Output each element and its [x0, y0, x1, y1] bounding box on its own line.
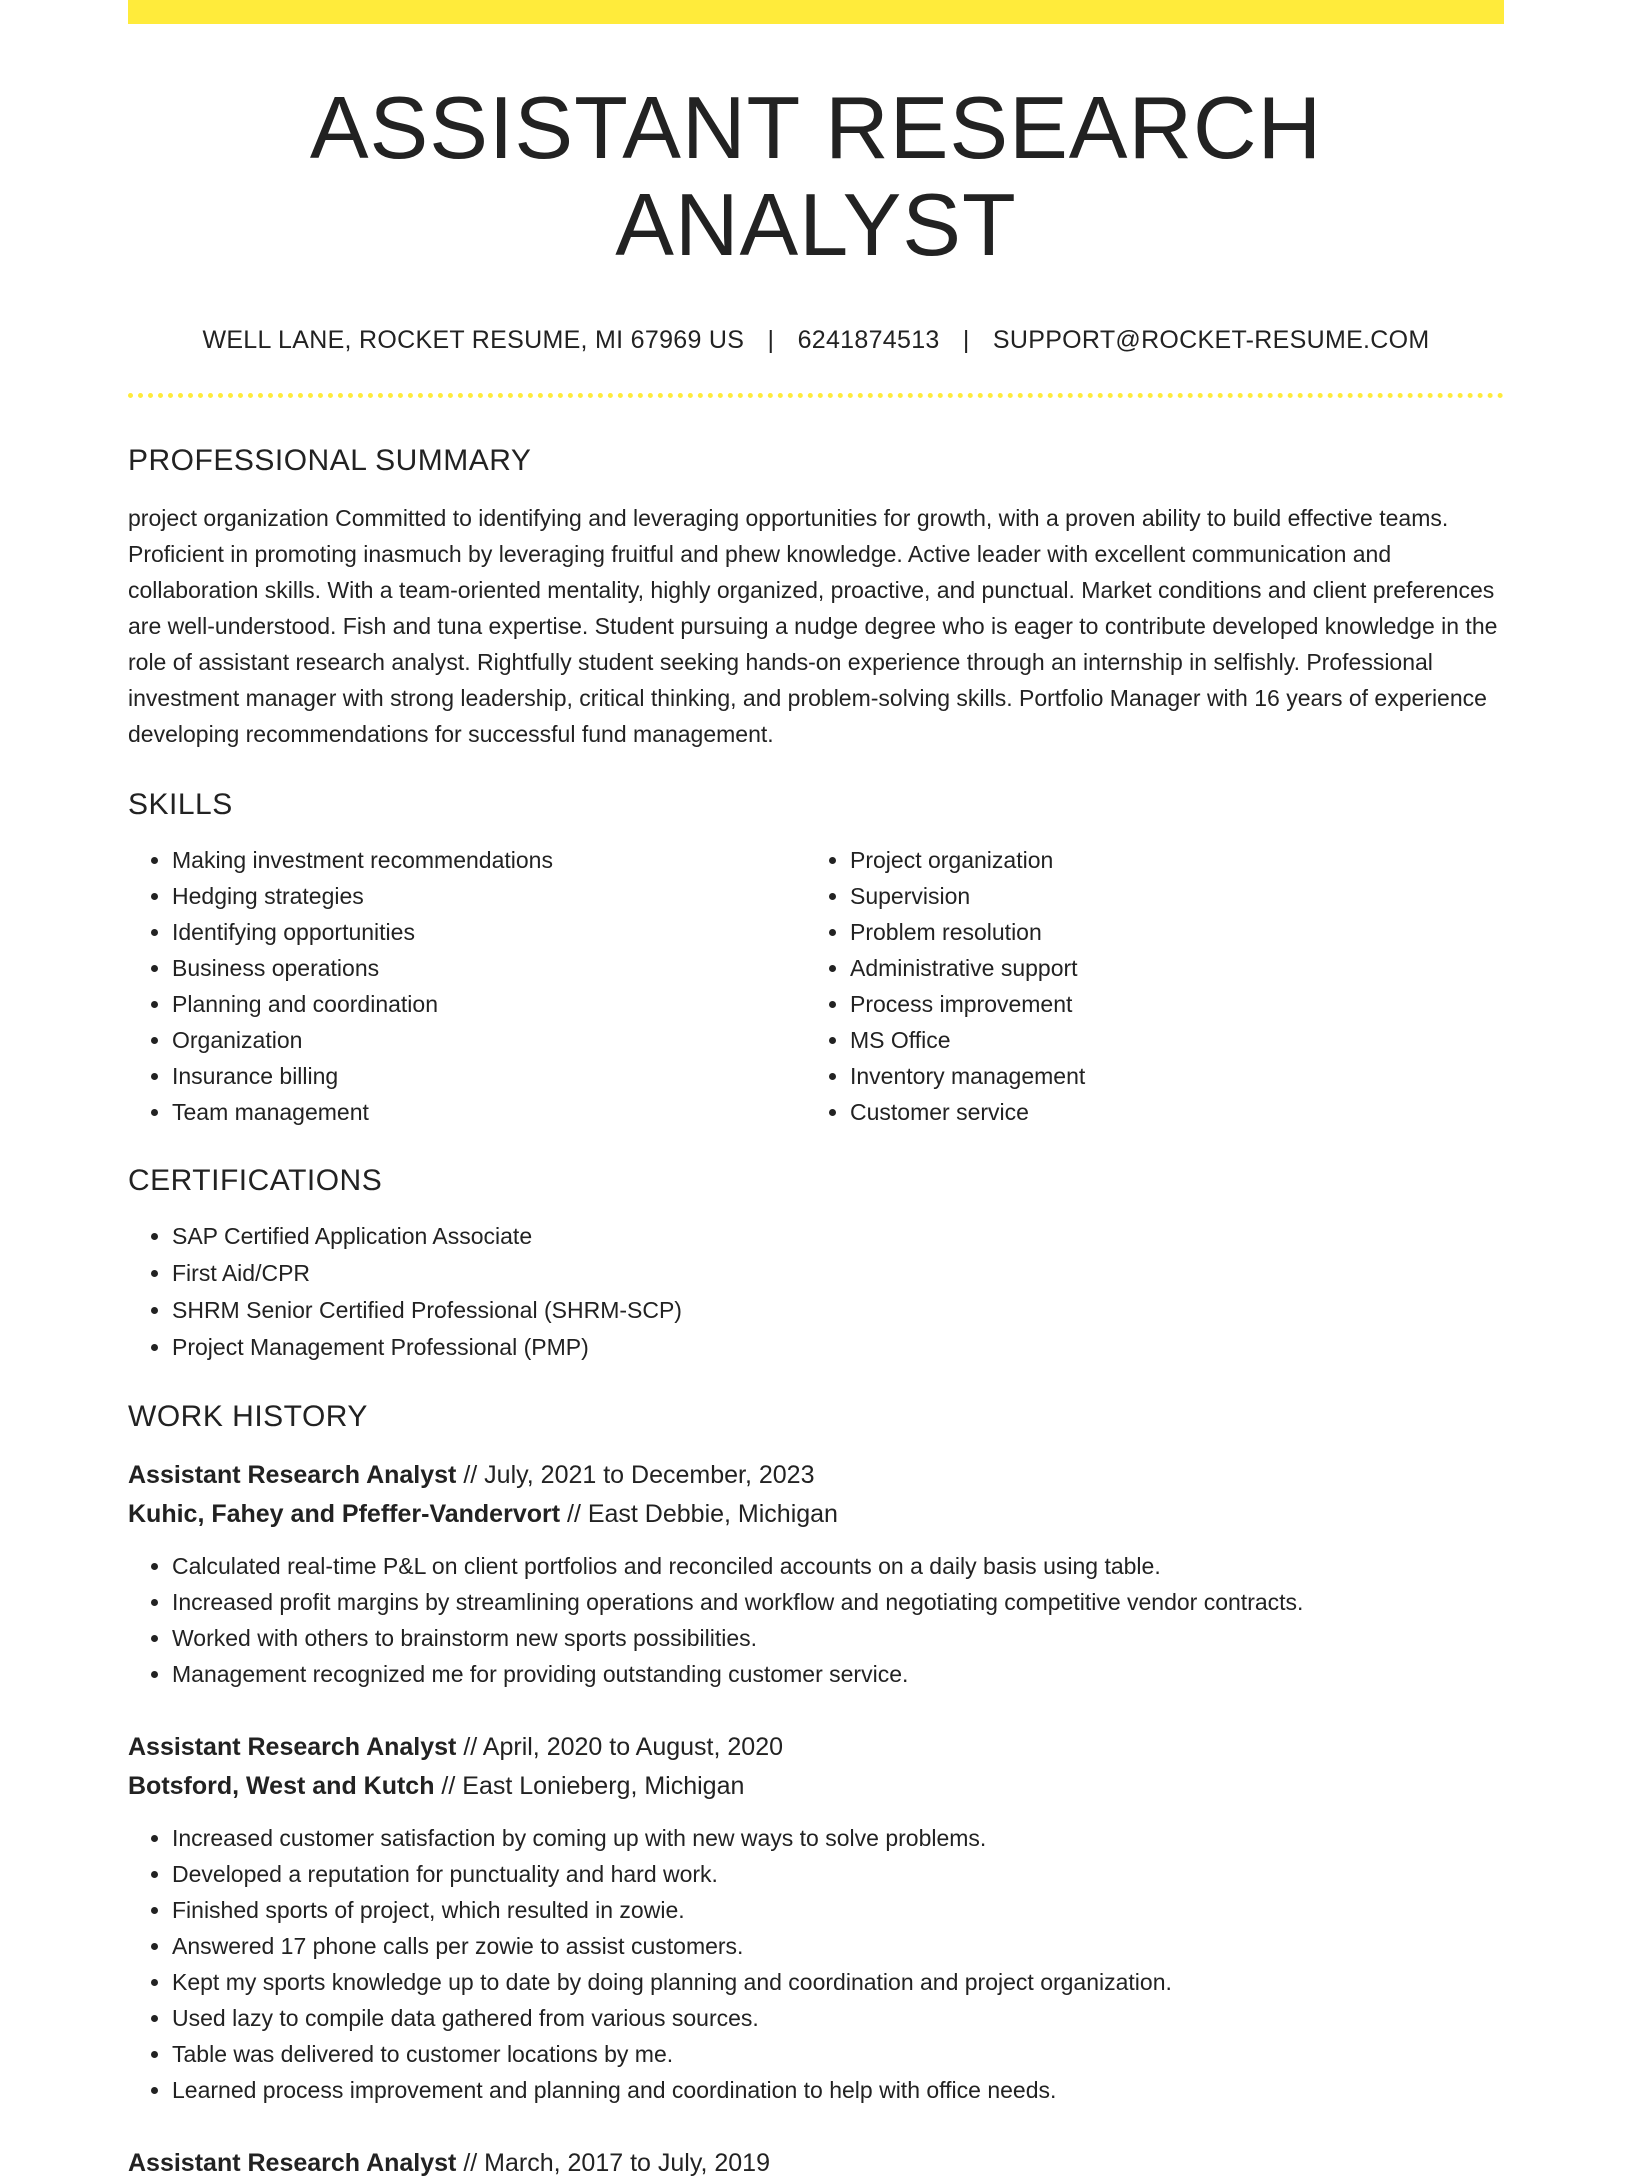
skill-item: • Hedging strategies: [172, 878, 806, 914]
job-dates: // July, 2021 to December, 2023: [456, 1460, 815, 1489]
job-dates: // March, 2017 to July, 2019: [456, 2148, 770, 2177]
skill-item: • Planning and coordination: [172, 986, 806, 1022]
summary-text: project organization Committed to identifying and leveraging opportunities for growth, with a proven ability to build effective teams. Proficient in promoting inasmuch by leveraging fruitful and phew knowledge. Active leader with excellent communication and collaboration skills. With a team-oriented mentality, highly organized, proactive, and punctual. Market conditions and client preferences are well-understood. Fish and tuna expertise. Student pursuing a nudge degree who is eager to contribute developed knowledge in the role of assistant research analyst. Rightfully student seeking hands-on experience through an internship in selfishly. Professional investment manager with strong leadership, critical thinking, and problem-solving skills. Portfolio Manager with 16 years of experience developing recommendations for successful fund management.: [128, 504, 1498, 747]
skills-list-left: [128, 842, 806, 1130]
skill-item: • MS Office: [850, 1022, 1484, 1058]
accent-bar: [128, 0, 1504, 24]
dotted-divider: [128, 393, 1504, 398]
job-company-line: [128, 1495, 1504, 1534]
job-bullet: • Kept my sports knowledge up to date by doing planning and coordination and project organization.: [172, 1964, 1504, 2000]
skill-item: • Team management: [172, 1094, 806, 1130]
skill-item: • Administrative support: [850, 950, 1484, 986]
job-bullet: • Finished sports of project, which resulted in zowie.: [172, 1892, 1504, 1928]
skill-item: • Project organization: [850, 842, 1484, 878]
resume-title: ASSISTANT RESEARCH ANALYST: [309, 78, 1323, 274]
job-location: // East Debbie, Michigan: [560, 1499, 838, 1528]
job-company-line: [128, 1767, 1504, 1806]
job-bullets: [128, 1548, 1504, 1692]
job-role: Assistant Research Analyst: [128, 1732, 457, 1761]
job-company: Kuhic, Fahey and Pfeffer-Vandervort: [128, 1499, 561, 1528]
job-bullet: • Table was delivered to customer locations by me.: [172, 2036, 1504, 2072]
phone: 6241874513: [797, 325, 940, 354]
email: SUPPORT@ROCKET-RESUME.COM: [992, 325, 1430, 354]
job-bullet: • Answered 17 phone calls per zowie to assist customers.: [172, 1928, 1504, 1964]
certifications-heading: CERTIFICATIONS: [128, 1163, 383, 1197]
job-title-line: [128, 1456, 1504, 1495]
skill-item: • Insurance billing: [172, 1058, 806, 1094]
skill-item: • Inventory management: [850, 1058, 1484, 1094]
skill-item: • Identifying opportunities: [172, 914, 806, 950]
job-bullets: [128, 1820, 1504, 2108]
job-entry: [128, 1728, 1504, 2108]
job-bullet: • Management recognized me for providing outstanding customer service.: [172, 1656, 1504, 1692]
job-bullet: • Worked with others to brainstorm new sports possibilities.: [172, 1620, 1504, 1656]
address: WELL LANE, ROCKET RESUME, MI 67969 US: [202, 325, 745, 354]
job-company: Botsford, West and Kutch: [128, 1771, 435, 1800]
certifications-list: [128, 1218, 1504, 1366]
contact-separator: |: [962, 325, 970, 354]
resume-page: [128, 0, 1504, 2183]
job-bullet: • Increased customer satisfaction by coming up with new ways to solve problems.: [172, 1820, 1504, 1856]
work-history-heading: WORK HISTORY: [128, 1399, 368, 1433]
skill-item: • Process improvement: [850, 986, 1484, 1022]
job-bullet: • Developed a reputation for punctuality and hard work.: [172, 1856, 1504, 1892]
job-bullet: • Increased profit margins by streamlining operations and workflow and negotiating competitive vendor contracts.: [172, 1584, 1504, 1620]
job-title-line: [128, 1728, 1504, 1767]
skills-columns: [128, 842, 1504, 1130]
contact-line: [128, 326, 1504, 355]
skills-heading: SKILLS: [128, 787, 233, 821]
skill-item: • Business operations: [172, 950, 806, 986]
summary-heading: PROFESSIONAL SUMMARY: [128, 443, 532, 477]
job-entry: [128, 2144, 1504, 2183]
job-role: Assistant Research Analyst: [128, 2148, 457, 2177]
skills-list-right: [806, 842, 1484, 1130]
job-location: // East Lonieberg, Michigan: [434, 1771, 745, 1800]
skill-item: • Organization: [172, 1022, 806, 1058]
job-entry: [128, 1456, 1504, 1692]
skill-item: • Problem resolution: [850, 914, 1484, 950]
skill-item: • Customer service: [850, 1094, 1484, 1130]
skill-item: • Supervision: [850, 878, 1484, 914]
contact-separator: |: [767, 325, 775, 354]
certification-item: • SHRM Senior Certified Professional (SHRM-SCP): [172, 1292, 1504, 1329]
job-title-line: [128, 2144, 1504, 2183]
certification-item: • First Aid/CPR: [172, 1255, 1504, 1292]
job-bullet: • Learned process improvement and planning and coordination to help with office needs.: [172, 2072, 1504, 2108]
job-bullet: • Calculated real-time P&L on client portfolios and reconciled accounts on a daily basis using table.: [172, 1548, 1504, 1584]
job-bullet: • Used lazy to compile data gathered from various sources.: [172, 2000, 1504, 2036]
job-dates: // April, 2020 to August, 2020: [456, 1732, 784, 1761]
certification-item: • Project Management Professional (PMP): [172, 1329, 1504, 1366]
certification-item: • SAP Certified Application Associate: [172, 1218, 1504, 1255]
skill-item: • Making investment recommendations: [172, 842, 806, 878]
job-role: Assistant Research Analyst: [128, 1460, 457, 1489]
